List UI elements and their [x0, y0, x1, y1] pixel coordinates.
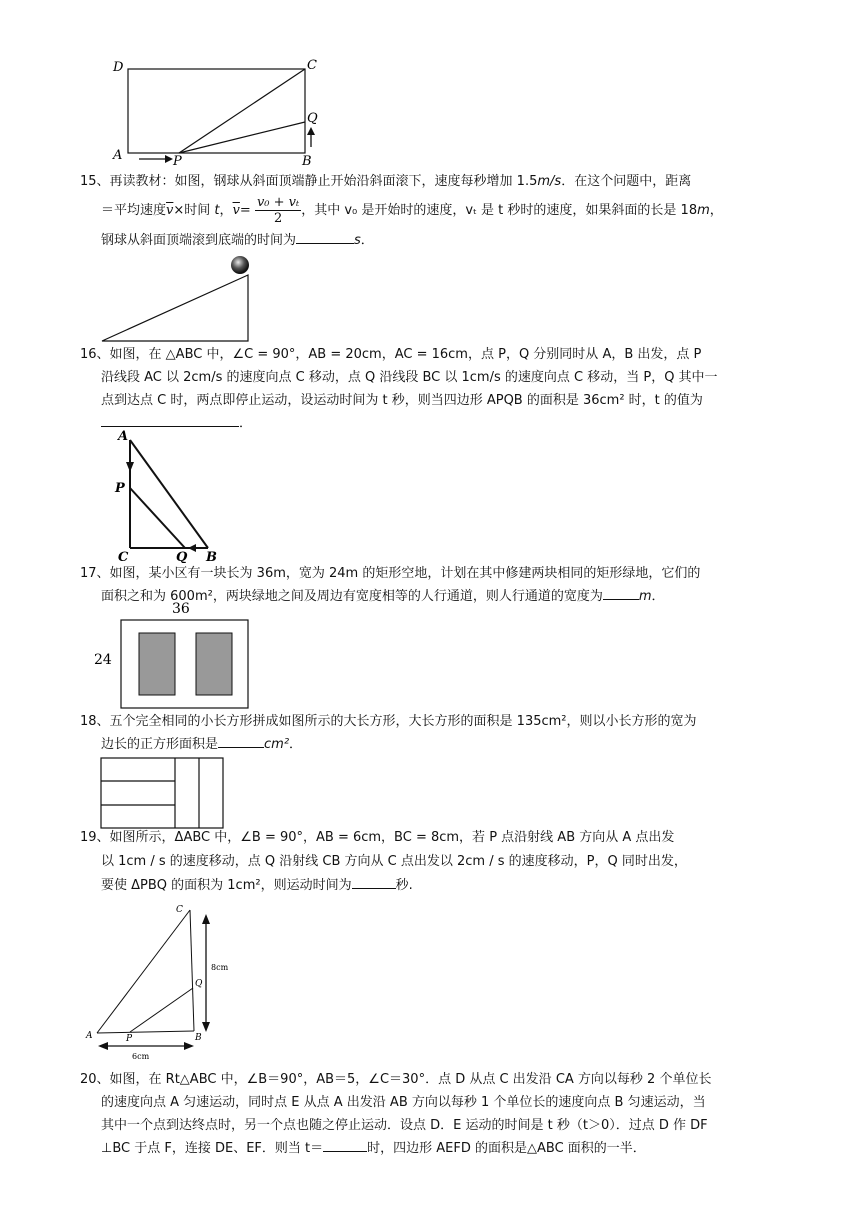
q15-line-1 [80, 170, 785, 193]
q20-text-4a: ⊥BC 于点 F，连接 DE、EF．则当 t＝ [101, 1141, 324, 1156]
q15-unit: m/s [537, 174, 562, 189]
green-area-left [139, 633, 175, 695]
label-a: A [86, 1031, 93, 1041]
q19-figure [82, 900, 242, 1062]
q14-figure [105, 55, 335, 170]
label-a: A [118, 429, 129, 444]
q15-t: t [214, 203, 220, 218]
q19-dot: . [408, 878, 413, 893]
q20-line-4 [80, 1137, 785, 1160]
question-number: 15、 [80, 174, 110, 189]
q17-text-1: 如图，某小区有一块长为 36m，宽为 24m 的矩形空地，计划在其中修建两块相同的矩形绿地，它们的 [109, 566, 701, 581]
q16-text-2: 沿线段 AC 以 2cm/s 的速度向点 C 移动，点 Q 沿线段 BC 以 1cm/s 的速度向点 C 移动，当 P，Q 其中一 [101, 370, 718, 385]
label-c: C [118, 550, 129, 563]
q18-line-2 [80, 733, 785, 756]
arrow-p-head [165, 155, 173, 163]
q15-m: m [697, 203, 710, 218]
q18-line-1 [80, 710, 785, 733]
q15-line-3 [80, 229, 785, 252]
q16-text-1: 如图，在 △ABC 中，∠C = 90°，AB = 20cm，AC = 16cm，点 P，Q 分别同时从 A，B 出发，点 P [109, 347, 702, 362]
q17-figure [92, 600, 257, 712]
question-number: 18、 [80, 714, 110, 729]
q15-text-2b: ×时间 [173, 203, 211, 218]
question-19 [80, 826, 785, 898]
q16-line-2 [80, 366, 785, 389]
label-p: P [115, 481, 125, 496]
arrow-q-head [307, 127, 315, 135]
arrow-b-head [188, 544, 196, 552]
side-ac [97, 910, 190, 1033]
q20-line-2 [80, 1091, 785, 1114]
label-q: Q [195, 979, 203, 989]
question-20 [80, 1068, 785, 1160]
q15-fraction [255, 195, 301, 226]
q15-figure [98, 252, 258, 344]
dim-6cm-arrow-left [98, 1042, 108, 1050]
question-number: 19、 [80, 830, 110, 845]
q15-frac-bot: 2 [273, 211, 283, 226]
dim-8cm-arrow-top [202, 914, 210, 924]
q17-line-1 [80, 562, 785, 585]
label-6cm: 6cm [132, 1052, 150, 1061]
q19-line-2 [80, 850, 785, 874]
side-bc [190, 910, 194, 1031]
q18-text-1: 五个完全相同的小长方形拼成如图所示的大长方形，大长方形的面积是 135cm²，则以小长方形的宽为 [109, 714, 697, 729]
q15-line-2 [80, 193, 785, 229]
q15-unit-s: s [354, 233, 361, 248]
q18-unit: cm² [264, 737, 290, 752]
q20-text-4b: 时，四边形 AEFD 的面积是△ABC 面积的一半． [367, 1141, 646, 1156]
question-18 [80, 710, 785, 756]
label-d: D [113, 60, 124, 75]
label-top: 36 [172, 601, 190, 617]
q15-vbar: $\overline{v}$ [166, 203, 174, 218]
answer-blank[interactable] [218, 733, 264, 748]
q16-text-3: 点到达点 C 时，两点即停止运动，设运动时间为 t 秒，则当四边形 APQB 的面积是 36cm² 时，t 的值为 [101, 393, 703, 408]
question-number: 16、 [80, 347, 110, 362]
steel-ball-icon [231, 256, 249, 274]
q19-line-3 [80, 874, 785, 898]
side-ab [97, 1031, 194, 1033]
q20-text-1: 如图，在 Rt△ABC 中，∠B＝90°，AB＝5，∠C＝30°．点 D 从点 C 出发沿 CA 方向以每秒 2 个单位长 [109, 1072, 712, 1087]
label-c: C [176, 905, 183, 915]
big-rectangle [101, 758, 223, 828]
q15-text-2a: ＝平均速度 [101, 203, 167, 218]
q17-unit: m [638, 589, 652, 604]
q15-text-1: 再读教材：如图，钢球从斜面顶端静止开始沿斜面滚下，速度每秒增加 1.5 [109, 174, 538, 189]
segment-pq [130, 988, 193, 1032]
q18-dot: ． [289, 737, 303, 752]
label-p: P [173, 154, 182, 169]
question-number: 20、 [80, 1072, 110, 1087]
q18-figure [98, 756, 228, 830]
q19-unit: 秒 [395, 878, 409, 893]
q20-text-2: 的速度向点 A 匀速运动，同时点 E 从点 A 出发沿 AB 方向以每秒 1 个单位长的速度向点 B 匀速运动，当 [101, 1095, 706, 1110]
question-16 [80, 343, 785, 435]
q16-figure [110, 428, 230, 563]
label-c: C [307, 58, 317, 73]
answer-blank[interactable] [352, 874, 396, 889]
label-q: Q [307, 111, 318, 126]
label-b: B [206, 550, 217, 563]
q19-text-3: 要使 ΔPBQ 的面积为 1cm²，则运动时间为 [101, 878, 352, 893]
q20-line-1 [80, 1068, 785, 1091]
answer-blank[interactable] [323, 1137, 367, 1152]
green-area-right [196, 633, 232, 695]
answer-blank[interactable] [296, 229, 354, 244]
q18-text-2: 边长的正方形面积是 [101, 737, 219, 752]
segment-pq [130, 488, 185, 548]
q19-text-1: 如图所示，ΔABC 中，∠B = 90°，AB = 6cm，BC = 8cm，若 P 点沿射线 AB 方向从 A 点出发 [109, 830, 675, 845]
label-b: B [302, 154, 312, 169]
rectangle-abcd [128, 69, 305, 153]
q19-text-2: 以 1cm / s 的速度移动，点 Q 沿射线 CB 方向从 C 点出发以 2cm / s 的速度移动，P，Q 同时出发， [101, 854, 687, 869]
q15-text-1b: ．在这个问题中，距离 [561, 174, 692, 189]
dim-8cm-arrow-bottom [202, 1022, 210, 1032]
arrow-a-head [126, 462, 134, 472]
answer-blank[interactable] [603, 585, 639, 600]
segment-pc [179, 69, 305, 153]
question-number: 17、 [80, 566, 110, 581]
q16-dot: ． [239, 416, 253, 431]
segment-pq [179, 122, 305, 153]
q15-vbar-2: $\overline{v}$ [232, 203, 240, 218]
q15-text-2d: ，其中 v₀ 是开始时的速度，vₜ 是 t 秒时的速度，如果斜面的长是 18 [301, 203, 698, 218]
q17-dot: ． [651, 589, 665, 604]
q17-text-2: 面积之和为 600m²，两块绿地之间及周边有宽度相等的人行通道，则人行通道的宽度为 [101, 589, 603, 604]
q15-text-3: 钢球从斜面顶端滚到底端的时间为 [101, 233, 297, 248]
label-a: A [113, 148, 123, 163]
question-15 [80, 170, 785, 252]
q20-line-3 [80, 1114, 785, 1137]
label-8cm: 8cm [211, 963, 229, 972]
dim-6cm-arrow-right [184, 1042, 194, 1050]
q19-line-1 [80, 826, 785, 850]
label-p: P [126, 1034, 133, 1044]
q15-frac-top: v₀ + vₜ [256, 195, 300, 210]
q15-dot: ． [360, 233, 374, 248]
label-q: Q [176, 550, 188, 563]
q15-eq: = [239, 203, 251, 218]
q16-line-1 [80, 343, 785, 366]
q20-text-3: 其中一个点到达终点时，另一个点也随之停止运动．设点 D．E 运动的时间是 t 秒（t＞0）．过点 D 作 DF [101, 1118, 708, 1133]
label-left: 24 [94, 652, 112, 668]
answer-blank[interactable] [101, 412, 239, 427]
q16-line-3 [80, 389, 785, 412]
label-b: B [195, 1033, 202, 1043]
incline-triangle [102, 275, 248, 341]
q15-text-2c: ， [219, 203, 233, 218]
q15-text-2e: ， [709, 203, 723, 218]
